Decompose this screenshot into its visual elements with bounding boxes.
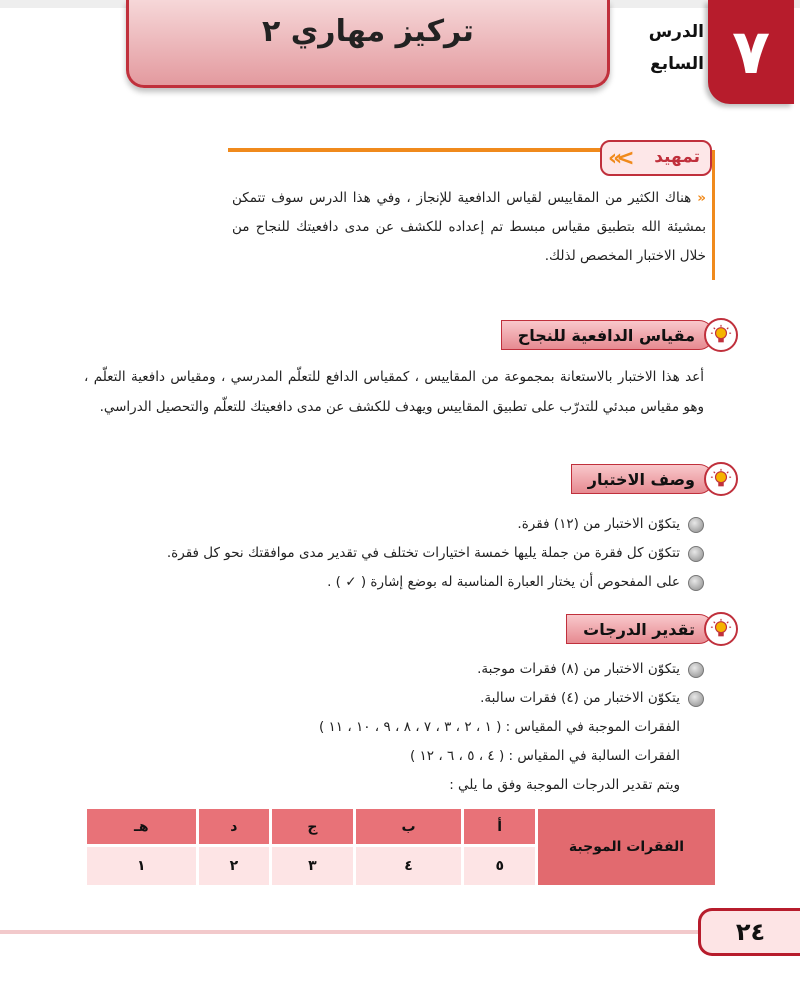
list-item: على المفحوص أن يختار العبارة المناسبة له بوضع إشارة ( ✓ ) . xyxy=(84,568,704,597)
intro-text-block xyxy=(232,184,706,271)
double-chevron-icon: «< xyxy=(608,146,629,171)
table-header-cell: ب xyxy=(354,808,463,846)
lesson-number-tab xyxy=(708,0,794,104)
list-item: يتكوّن الاختبار من (١٢) فقرة. xyxy=(84,510,704,539)
lightbulb-icon xyxy=(704,612,738,646)
list-item: الفقرات الموجبة في المقياس : ( ١ ، ٢ ، ٣ ، ٧ ، ٨ ، ٩ ، ١٠ ، ١١ ) xyxy=(318,719,680,735)
lesson-label-line2: السابع xyxy=(650,54,704,74)
footer-band xyxy=(0,930,698,934)
section-paragraph: أعد هذا الاختبار بالاستعانة بمجموعة من المقاييس ، كمقياس الدافع للتعلّم المدرسي ، ومقياس دافعية التعلّم ، وهو مقياس مبدئي للتدرّب على تطبيق المقاييس ويهدف للكشف عن مدى دافعيتك للتعلّم والتحصيل الدراسي. xyxy=(84,369,704,415)
bullet-dot-icon xyxy=(688,575,704,591)
page-number-box xyxy=(698,908,800,956)
section-header-scoring xyxy=(566,612,738,646)
lesson-label xyxy=(624,16,704,80)
list-item: تتكوّن كل فقرة من جملة يليها خمسة اختيارات تختلف في تقدير مدى موافقتك نحو كل فقرة. xyxy=(84,539,704,568)
table-value-cell: ٥ xyxy=(463,846,537,887)
section-header-description xyxy=(571,462,738,496)
bullet-dot-icon xyxy=(688,691,704,707)
lesson-number: ٧ xyxy=(732,15,770,88)
bullet-dot-icon xyxy=(688,517,704,533)
list-item: ويتم تقدير الدرجات الموجبة وفق ما يلي : xyxy=(449,777,680,793)
lightbulb-icon xyxy=(704,318,738,352)
intro-divider xyxy=(228,148,610,152)
scoring-list xyxy=(84,655,704,800)
section-title: مقياس الدافعية للنجاح xyxy=(501,320,714,350)
table-value-cell: ٤ xyxy=(354,846,463,887)
lightbulb-icon xyxy=(704,462,738,496)
section-title: وصف الاختبار xyxy=(571,464,714,494)
bullet-dot-icon xyxy=(688,546,704,562)
table-row-header: الفقرات الموجبة xyxy=(537,808,717,887)
lesson-title: تركيز مهاري ٢ xyxy=(262,14,474,49)
title-banner xyxy=(126,0,610,88)
list-item: يتكوّن الاختبار من (٤) فقرات سالبة. xyxy=(84,684,704,713)
table-value-cell: ٣ xyxy=(271,846,354,887)
page-number: ٢٤ xyxy=(735,918,766,946)
table-header-cell: د xyxy=(197,808,271,846)
section-title: تقدير الدرجات xyxy=(566,614,714,644)
intro-tag xyxy=(600,140,712,176)
table-value-cell: ١ xyxy=(86,846,198,887)
table-value-cell: ٢ xyxy=(197,846,271,887)
table-header-cell: أ xyxy=(463,808,537,846)
section-header-motivation xyxy=(501,318,738,352)
list-item: يتكوّن الاختبار من (٨) فقرات موجبة. xyxy=(84,655,704,684)
table-row xyxy=(86,808,717,846)
bullet-dot-icon xyxy=(688,662,704,678)
intro-tag-label: تمهيد xyxy=(654,147,700,167)
table-header-cell: ج xyxy=(271,808,354,846)
chevron-bullet-icon: « xyxy=(697,190,706,206)
table-header-cell: هـ xyxy=(86,808,198,846)
intro-text: هناك الكثير من المقاييس لقياس الدافعية للإنجاز ، وفي هذا الدرس سوف تتمكن بمشيئة الله بتطبيق مقياس مبسط تم إعداده للكشف عن مدى دافعيتك للنجاح من خلال الاختبار المخصص لذلك. xyxy=(232,190,706,264)
description-bullets xyxy=(84,510,704,597)
scoring-table xyxy=(84,806,718,888)
lesson-label-line1: الدرس xyxy=(648,22,704,42)
list-item: الفقرات السالبة في المقياس : ( ٤ ، ٥ ، ٦ ، ١٢ ) xyxy=(409,748,680,764)
intro-vertical-rule xyxy=(712,150,715,280)
